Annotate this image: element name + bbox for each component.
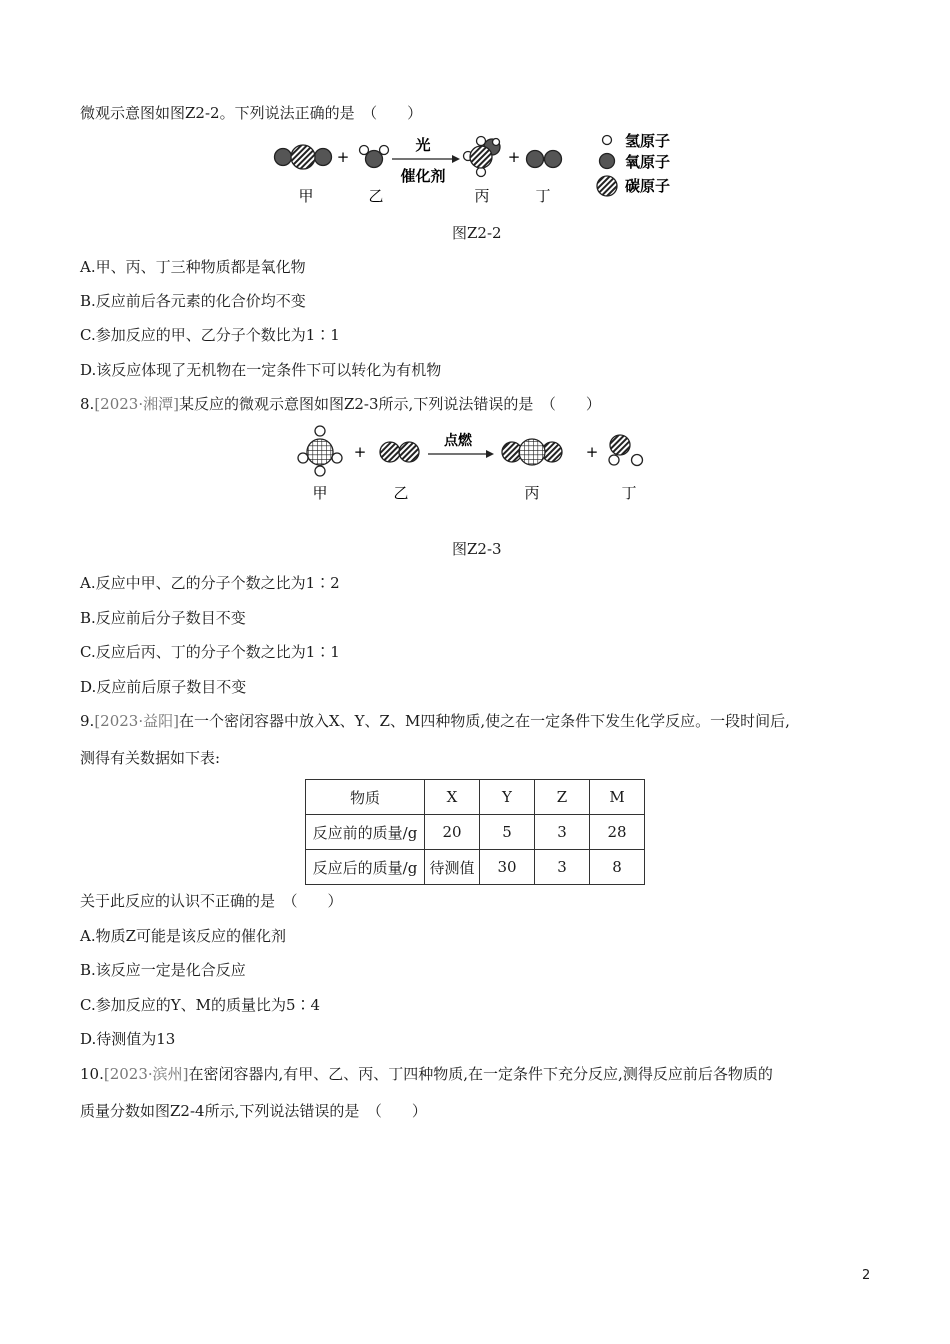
q7-plus-2: +	[507, 148, 521, 166]
q8-option-d: D.反应前后原子数目不变	[80, 678, 247, 696]
table-header-cell: 物质	[306, 780, 425, 815]
q7-plus-1: +	[336, 148, 350, 166]
table-cell: 8	[590, 850, 645, 885]
q7-option-c: C.参加反应的甲、乙分子个数比为1∶1	[80, 326, 340, 344]
q8-stem: 某反应的微观示意图如图Z2-3所示,下列说法错误的是 （ ）	[178, 395, 601, 413]
q8-molecule-ding	[609, 435, 643, 466]
table-cell: 5	[480, 815, 535, 850]
table-cell: 反应后的质量/g	[306, 850, 425, 885]
q9-option-d: D.待测值为13	[80, 1030, 176, 1048]
q8-label-yi: 乙	[393, 484, 409, 502]
table-header-row	[306, 780, 645, 815]
q7-option-b: B.反应前后各元素的化合价均不变	[80, 292, 306, 310]
q7-arrowhead	[452, 155, 460, 163]
legend-hydrogen: 氢原子	[625, 132, 671, 150]
q7-reaction-figure	[270, 130, 690, 212]
page-number: 2	[862, 1268, 871, 1283]
q8-stem-line	[80, 394, 601, 414]
legend-carbon: 碳原子	[625, 177, 671, 195]
table-cell: 28	[590, 815, 645, 850]
q8-molecule-yi	[380, 442, 419, 462]
q8-arrowhead	[486, 450, 494, 458]
table-header-cell: X	[425, 780, 480, 815]
q7-label-bing: 丙	[474, 187, 490, 205]
q7-molecule-bing	[464, 137, 501, 177]
q8-label-bing: 丙	[524, 484, 540, 502]
table-cell: 20	[425, 815, 480, 850]
q8-molecule-jia	[298, 426, 342, 476]
table-cell: 待测值	[425, 850, 480, 885]
q8-arrow-top: 点燃	[444, 433, 472, 449]
q8-option-b: B.反应前后分子数目不变	[80, 609, 246, 627]
q7-option-a: A.甲、丙、丁三种物质都是氧化物	[80, 258, 306, 276]
q8-label-ding: 丁	[621, 484, 637, 502]
q7-option-d: D.该反应体现了无机物在一定条件下可以转化为有机物	[80, 361, 442, 379]
q8-option-a: A.反应中甲、乙的分子个数之比为1∶2	[80, 574, 340, 592]
q7-label-ding: 丁	[535, 187, 551, 205]
q10-stem1: 在密闭容器内,有甲、乙、丙、丁四种物质,在一定条件下充分反应,测得反应前后各物质的	[188, 1065, 773, 1083]
q8-plus-2: +	[585, 443, 599, 461]
table-cell: 反应前的质量/g	[306, 815, 425, 850]
table-cell: 3	[535, 850, 590, 885]
q8-number: 8.	[80, 395, 95, 413]
q10-stem-line2: 质量分数如图Z2-4所示,下列说法错误的是 （ ）	[80, 1102, 427, 1120]
legend-oxygen: 氧原子	[625, 153, 671, 171]
q7-molecule-jia	[275, 145, 332, 169]
q9-number: 9.	[80, 712, 95, 730]
q10-number: 10.	[80, 1065, 104, 1083]
q8-reaction-figure	[290, 423, 670, 505]
table-cell: 3	[535, 815, 590, 850]
table-header-cell: M	[590, 780, 645, 815]
q7-label-yi: 乙	[368, 187, 384, 205]
q7-stem: 微观示意图如图Z2-2。下列说法正确的是 （ ）	[80, 104, 423, 122]
q7-legend	[597, 132, 670, 196]
table-row	[306, 815, 645, 850]
q9-option-c: C.参加反应的Y、M的质量比为5∶4	[80, 996, 321, 1014]
table-header-cell: Z	[535, 780, 590, 815]
q10-source: [2023·滨州]	[103, 1065, 189, 1083]
q8-molecule-bing	[502, 439, 562, 465]
q9-option-a: A.物质Z可能是该反应的催化剂	[80, 927, 287, 945]
q10-stem-line1	[80, 1064, 773, 1084]
q9-source: [2023·益阳]	[94, 712, 179, 730]
q7-arrow-top: 光	[415, 136, 431, 154]
q9-stem-line1	[80, 711, 790, 731]
table-header-cell: Y	[480, 780, 535, 815]
q7-arrow-bottom: 催化剂	[400, 167, 446, 185]
q8-figure-caption: 图Z2-3	[452, 540, 502, 558]
q7-figure-caption: 图Z2-2	[452, 224, 502, 242]
table-cell: 30	[480, 850, 535, 885]
q8-plus-1: +	[353, 443, 367, 461]
table-row	[306, 850, 645, 885]
q9-stem1: 在一个密闭容器中放入X、Y、Z、M四种物质,使之在一定条件下发生化学反应。一段时间后,	[178, 712, 790, 730]
q9-option-b: B.该反应一定是化合反应	[80, 961, 246, 979]
q9-data-table	[305, 779, 645, 885]
q9-question: 关于此反应的认识不正确的是 （ ）	[80, 892, 343, 910]
q7-label-jia: 甲	[298, 187, 314, 205]
q9-stem-line2: 测得有关数据如下表:	[80, 749, 221, 767]
q7-molecule-yi	[360, 146, 389, 168]
q8-option-c: C.反应后丙、丁的分子个数之比为1∶1	[80, 643, 340, 661]
q7-molecule-ding	[527, 151, 562, 168]
q8-source: [2023·湘潭]	[94, 395, 179, 413]
q8-label-jia: 甲	[312, 484, 328, 502]
